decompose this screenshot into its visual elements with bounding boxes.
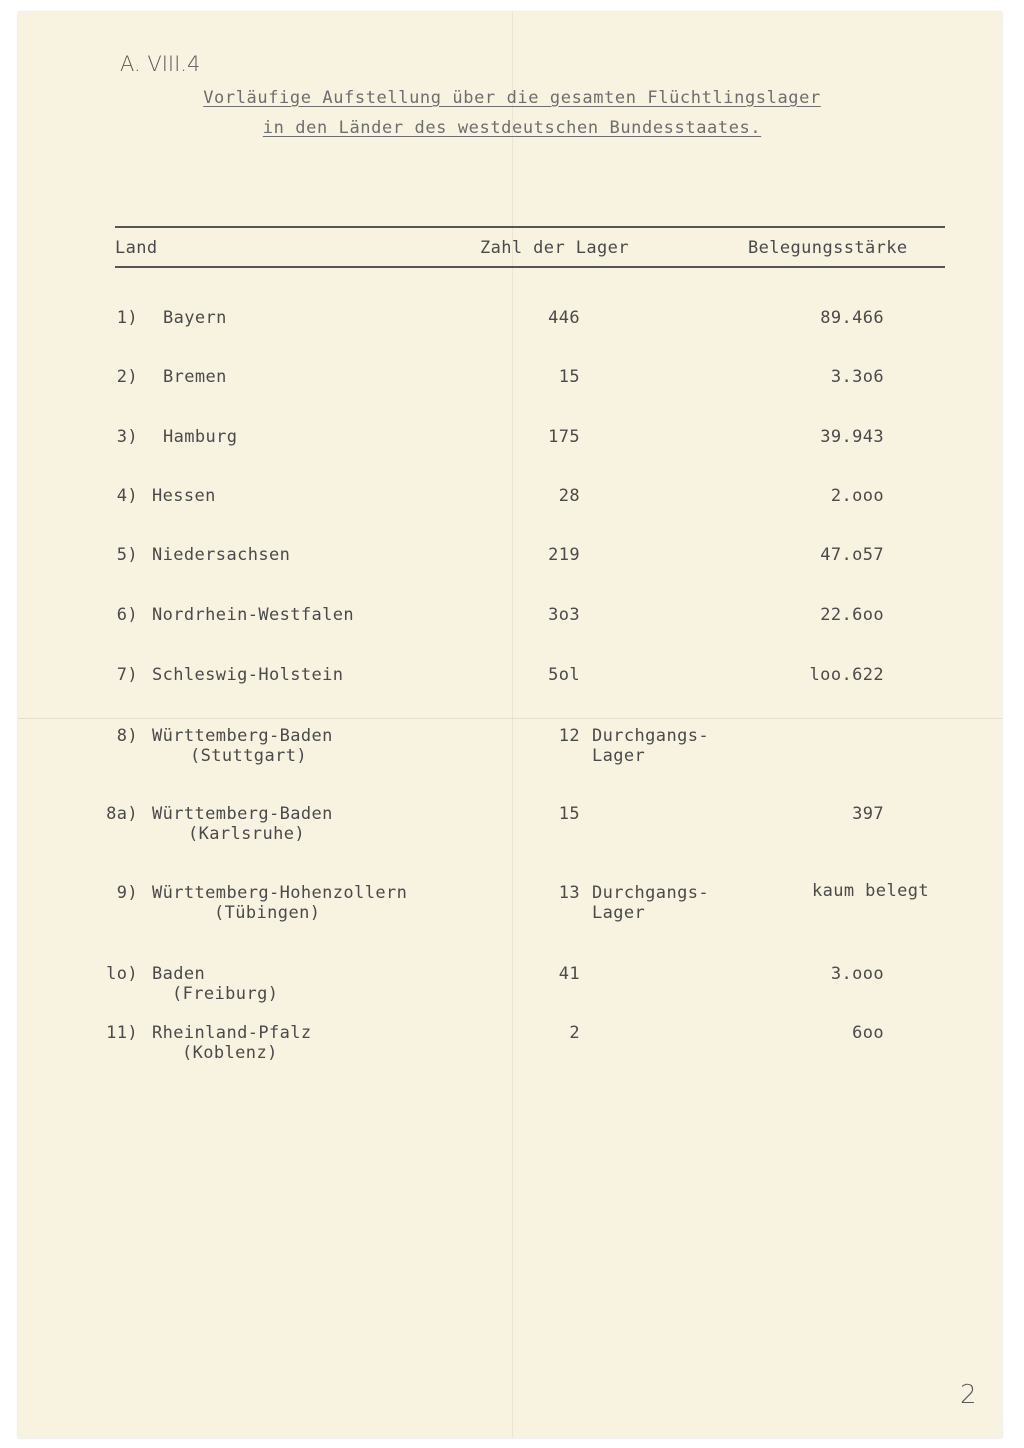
header-belegungsstaerke: Belegungsstärke xyxy=(748,238,908,258)
camp-count: 41 xyxy=(558,964,580,984)
row-number: 8) xyxy=(116,726,138,746)
land-name: Niedersachsen xyxy=(152,545,291,565)
occupancy-value: 6oo xyxy=(852,1023,884,1043)
land-name: Rheinland-Pfalz xyxy=(152,1023,312,1043)
land-name: Hessen xyxy=(152,486,216,506)
row-number: 3) xyxy=(116,427,138,447)
occupancy-value: 2.ooo xyxy=(830,486,884,506)
occupancy-value: 89.466 xyxy=(820,308,884,328)
fold-line-horizontal xyxy=(18,718,1002,719)
row-number: 9) xyxy=(116,883,138,903)
camp-count: 5ol xyxy=(548,665,580,685)
camp-note: Durchgangs- xyxy=(592,726,709,746)
row-number: 8a) xyxy=(106,804,138,824)
row-number: 4) xyxy=(116,486,138,506)
camp-count: 175 xyxy=(548,427,580,447)
land-name: Hamburg xyxy=(163,427,238,447)
occupancy-value: loo.622 xyxy=(809,665,884,685)
camp-count: 219 xyxy=(548,545,580,565)
table-header-rule xyxy=(115,266,945,268)
occupancy-value: kaum belegt xyxy=(812,881,929,901)
table-top-rule xyxy=(115,226,945,228)
header-zahl-der-lager: Zahl der Lager xyxy=(480,238,629,258)
camp-count: 2 xyxy=(569,1023,580,1043)
camp-count: 12 xyxy=(558,726,580,746)
row-number: 6) xyxy=(116,605,138,625)
row-number: 7) xyxy=(116,665,138,685)
row-number: 5) xyxy=(116,545,138,565)
title-line-2: in den Länder des westdeutschen Bundesstaates. xyxy=(262,118,762,138)
occupancy-value: 22.6oo xyxy=(820,605,884,625)
title-line-1: Vorläufige Aufstellung über die gesamten Flüchtlingslager xyxy=(203,88,821,108)
land-name: Bremen xyxy=(163,367,227,387)
camp-count: 15 xyxy=(558,367,580,387)
occupancy-value: 39.943 xyxy=(820,427,884,447)
camp-note-line2: Lager xyxy=(592,903,646,923)
land-city: (Koblenz) xyxy=(182,1043,278,1063)
land-name: Württemberg-Baden xyxy=(152,726,333,746)
camp-count: 28 xyxy=(558,486,580,506)
land-name: Schleswig-Holstein xyxy=(152,665,344,685)
header-land: Land xyxy=(115,238,158,258)
camp-count: 15 xyxy=(558,804,580,824)
land-city: (Stuttgart) xyxy=(190,746,307,766)
land-city: (Karlsruhe) xyxy=(188,824,305,844)
archive-reference: A. VIII.4 xyxy=(120,52,201,76)
row-number: 2) xyxy=(116,367,138,387)
row-number: 11) xyxy=(106,1023,138,1043)
row-number: 1) xyxy=(116,308,138,328)
camp-note-line2: Lager xyxy=(592,746,646,766)
land-name: Baden xyxy=(152,964,206,984)
land-name: Württemberg-Hohenzollern xyxy=(152,883,408,903)
land-name: Bayern xyxy=(163,308,227,328)
camp-count: 3o3 xyxy=(548,605,580,625)
camp-note: Durchgangs- xyxy=(592,883,709,903)
camp-count: 446 xyxy=(548,308,580,328)
occupancy-value: 3.ooo xyxy=(830,964,884,984)
row-number: lo) xyxy=(106,964,138,984)
occupancy-value: 47.o57 xyxy=(820,545,884,565)
occupancy-value: 397 xyxy=(852,804,884,824)
land-city: (Freiburg) xyxy=(172,984,279,1004)
land-name: Württemberg-Baden xyxy=(152,804,333,824)
page-number: 2 xyxy=(960,1380,977,1410)
land-city: (Tübingen) xyxy=(214,903,321,923)
occupancy-value: 3.3o6 xyxy=(830,367,884,387)
camp-count: 13 xyxy=(558,883,580,903)
land-name: Nordrhein-Westfalen xyxy=(152,605,355,625)
